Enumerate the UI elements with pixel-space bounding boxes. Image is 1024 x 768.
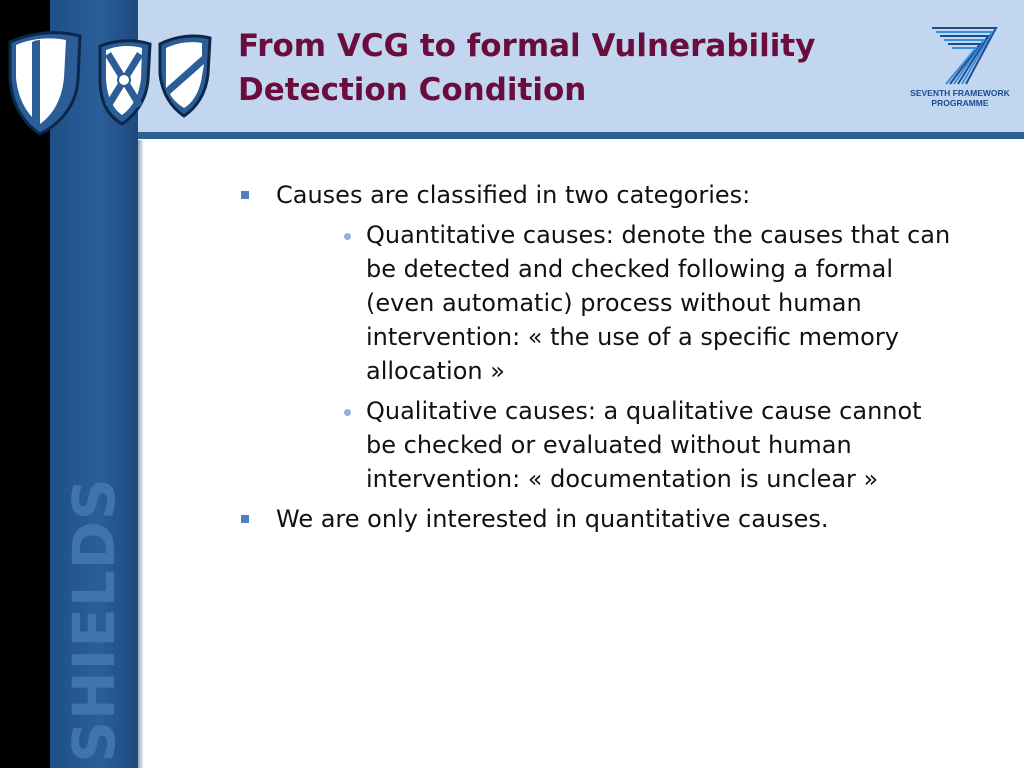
fp7-logo xyxy=(904,20,1016,116)
dot-bullet-icon xyxy=(344,409,351,416)
square-bullet-icon xyxy=(241,191,249,199)
sub-bullet-text: Quantitative causes: denote the causes that can be detected and checked following a formal (even automatic) process without human intervention: « the use of a specific memory allocation » xyxy=(366,221,951,385)
sidebar-edge-shadow xyxy=(138,140,144,768)
sub-bullet-text: Qualitative causes: a qualitative cause cannot be checked or evaluated without human intervention: « documentation is unclear » xyxy=(366,397,922,493)
fp7-logo-line1: SEVENTH FRAMEWORK xyxy=(910,88,1010,98)
shields-logo-icon xyxy=(2,26,216,136)
header-rule xyxy=(138,132,1024,139)
bullet-item xyxy=(238,502,978,536)
bullet-text: Causes are classified in two categories: xyxy=(276,181,751,209)
sub-bullet-list xyxy=(238,218,978,496)
fp7-logo-icon xyxy=(904,20,1016,86)
slide-title: From VCG to formal Vulnerability Detection Condition xyxy=(238,28,816,108)
shields-vertical-brand: SHIELDS xyxy=(60,477,128,763)
sub-bullet-item xyxy=(238,394,958,496)
square-bullet-icon xyxy=(241,515,249,523)
dot-bullet-icon xyxy=(344,233,351,240)
sub-bullet-item xyxy=(238,218,958,388)
slide-body xyxy=(238,178,978,540)
bullet-text: We are only interested in quantitative causes. xyxy=(276,505,829,533)
fp7-logo-line2: PROGRAMME xyxy=(931,98,989,108)
bullet-item xyxy=(238,178,978,212)
